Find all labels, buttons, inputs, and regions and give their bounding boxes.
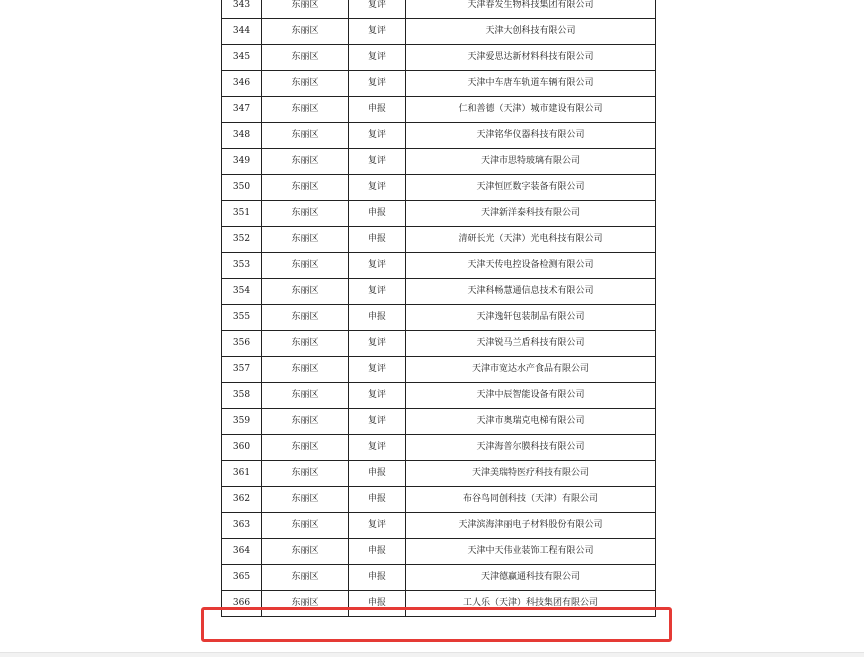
district-cell: 东丽区 xyxy=(262,357,349,383)
category-cell: 申报 xyxy=(349,461,406,487)
category-cell: 复评 xyxy=(349,253,406,279)
category-cell: 复评 xyxy=(349,357,406,383)
category-cell: 复评 xyxy=(349,279,406,305)
table-row xyxy=(222,513,656,539)
district-cell: 东丽区 xyxy=(262,409,349,435)
district-cell: 东丽区 xyxy=(262,435,349,461)
row-number: 366 xyxy=(222,591,262,617)
table-row xyxy=(222,253,656,279)
category-cell: 申报 xyxy=(349,487,406,513)
category-cell: 复评 xyxy=(349,149,406,175)
district-cell: 东丽区 xyxy=(262,149,349,175)
district-cell: 东丽区 xyxy=(262,331,349,357)
table-row xyxy=(222,45,656,71)
company-name-cell: 天津市奥瑞克电梯有限公司 xyxy=(406,409,656,435)
district-cell: 东丽区 xyxy=(262,279,349,305)
category-cell: 申报 xyxy=(349,565,406,591)
row-number: 352 xyxy=(222,227,262,253)
company-name-cell: 天津中辰智能设备有限公司 xyxy=(406,383,656,409)
district-cell: 东丽区 xyxy=(262,0,349,19)
company-name-cell: 天津中车唐车轨道车辆有限公司 xyxy=(406,71,656,97)
category-cell: 申报 xyxy=(349,227,406,253)
district-cell: 东丽区 xyxy=(262,45,349,71)
row-number: 355 xyxy=(222,305,262,331)
row-number: 348 xyxy=(222,123,262,149)
district-cell: 东丽区 xyxy=(262,591,349,617)
district-cell: 东丽区 xyxy=(262,97,349,123)
table-row xyxy=(222,305,656,331)
row-number: 357 xyxy=(222,357,262,383)
row-number: 345 xyxy=(222,45,262,71)
table-row xyxy=(222,487,656,513)
row-number: 361 xyxy=(222,461,262,487)
row-number: 343 xyxy=(222,0,262,19)
district-cell: 东丽区 xyxy=(262,487,349,513)
table-row xyxy=(222,461,656,487)
row-number: 350 xyxy=(222,175,262,201)
company-name-cell: 天津恒匠数字装备有限公司 xyxy=(406,175,656,201)
table-row xyxy=(222,331,656,357)
district-cell: 东丽区 xyxy=(262,227,349,253)
row-number: 356 xyxy=(222,331,262,357)
category-cell: 复评 xyxy=(349,0,406,19)
district-cell: 东丽区 xyxy=(262,175,349,201)
category-cell: 复评 xyxy=(349,383,406,409)
table-row xyxy=(222,71,656,97)
table-row xyxy=(222,175,656,201)
table-row xyxy=(222,409,656,435)
table-row xyxy=(222,279,656,305)
company-name-cell: 天津铭华仪器科技有限公司 xyxy=(406,123,656,149)
company-name-cell: 天津海普尔膜科技有限公司 xyxy=(406,435,656,461)
district-cell: 东丽区 xyxy=(262,253,349,279)
table-row xyxy=(222,435,656,461)
category-cell: 复评 xyxy=(349,123,406,149)
category-cell: 复评 xyxy=(349,435,406,461)
company-name-cell: 天津科畅慧通信息技术有限公司 xyxy=(406,279,656,305)
company-name-cell: 天津市思特玻璃有限公司 xyxy=(406,149,656,175)
district-cell: 东丽区 xyxy=(262,305,349,331)
category-cell: 复评 xyxy=(349,175,406,201)
table-row xyxy=(222,591,656,617)
district-cell: 东丽区 xyxy=(262,513,349,539)
table-row xyxy=(222,123,656,149)
category-cell: 复评 xyxy=(349,71,406,97)
row-number: 358 xyxy=(222,383,262,409)
district-cell: 东丽区 xyxy=(262,539,349,565)
table-body xyxy=(222,0,656,617)
district-cell: 东丽区 xyxy=(262,383,349,409)
row-number: 354 xyxy=(222,279,262,305)
company-name-cell: 清研长光（天津）光电科技有限公司 xyxy=(406,227,656,253)
company-name-cell: 天津德赢通科技有限公司 xyxy=(406,565,656,591)
row-number: 349 xyxy=(222,149,262,175)
row-number: 344 xyxy=(222,19,262,45)
category-cell: 复评 xyxy=(349,45,406,71)
company-name-cell: 天津逸轩包装制品有限公司 xyxy=(406,305,656,331)
table-row xyxy=(222,383,656,409)
row-number: 365 xyxy=(222,565,262,591)
row-number: 360 xyxy=(222,435,262,461)
category-cell: 申报 xyxy=(349,305,406,331)
category-cell: 复评 xyxy=(349,513,406,539)
table-row xyxy=(222,539,656,565)
category-cell: 复评 xyxy=(349,409,406,435)
district-cell: 东丽区 xyxy=(262,19,349,45)
company-list-table xyxy=(221,0,656,617)
row-number: 347 xyxy=(222,97,262,123)
row-number: 346 xyxy=(222,71,262,97)
page-bottom-edge xyxy=(0,652,864,657)
district-cell: 东丽区 xyxy=(262,461,349,487)
table-row xyxy=(222,0,656,19)
category-cell: 复评 xyxy=(349,19,406,45)
row-number: 351 xyxy=(222,201,262,227)
category-cell: 申报 xyxy=(349,591,406,617)
company-name-cell: 天津新洋泰科技有限公司 xyxy=(406,201,656,227)
company-name-cell: 仁和善德（天津）城市建设有限公司 xyxy=(406,97,656,123)
table-row xyxy=(222,357,656,383)
district-cell: 东丽区 xyxy=(262,123,349,149)
company-name-cell: 天津中天伟业装饰工程有限公司 xyxy=(406,539,656,565)
company-name-cell: 天津滨海津丽电子材料股份有限公司 xyxy=(406,513,656,539)
company-name-cell: 天津春发生物科技集团有限公司 xyxy=(406,0,656,19)
category-cell: 申报 xyxy=(349,97,406,123)
category-cell: 申报 xyxy=(349,539,406,565)
company-name-cell: 天津锐马兰盾科技有限公司 xyxy=(406,331,656,357)
row-number: 359 xyxy=(222,409,262,435)
company-name-cell: 天津大创科技有限公司 xyxy=(406,19,656,45)
district-cell: 东丽区 xyxy=(262,201,349,227)
table-row xyxy=(222,227,656,253)
company-name-cell: 工人乐（天津）科技集团有限公司 xyxy=(406,591,656,617)
company-name-cell: 天津市宽达水产食品有限公司 xyxy=(406,357,656,383)
district-cell: 东丽区 xyxy=(262,565,349,591)
row-number: 353 xyxy=(222,253,262,279)
company-name-cell: 天津美瑞特医疗科技有限公司 xyxy=(406,461,656,487)
table-row xyxy=(222,565,656,591)
table-row xyxy=(222,201,656,227)
company-name-cell: 天津爱思达新材料科技有限公司 xyxy=(406,45,656,71)
row-number: 362 xyxy=(222,487,262,513)
category-cell: 复评 xyxy=(349,331,406,357)
category-cell: 申报 xyxy=(349,201,406,227)
company-name-cell: 天津天传电控设备检测有限公司 xyxy=(406,253,656,279)
district-cell: 东丽区 xyxy=(262,71,349,97)
table-row xyxy=(222,19,656,45)
company-name-cell: 布谷鸟同创科技（天津）有限公司 xyxy=(406,487,656,513)
row-number: 364 xyxy=(222,539,262,565)
table-row xyxy=(222,97,656,123)
table-row xyxy=(222,149,656,175)
row-number: 363 xyxy=(222,513,262,539)
